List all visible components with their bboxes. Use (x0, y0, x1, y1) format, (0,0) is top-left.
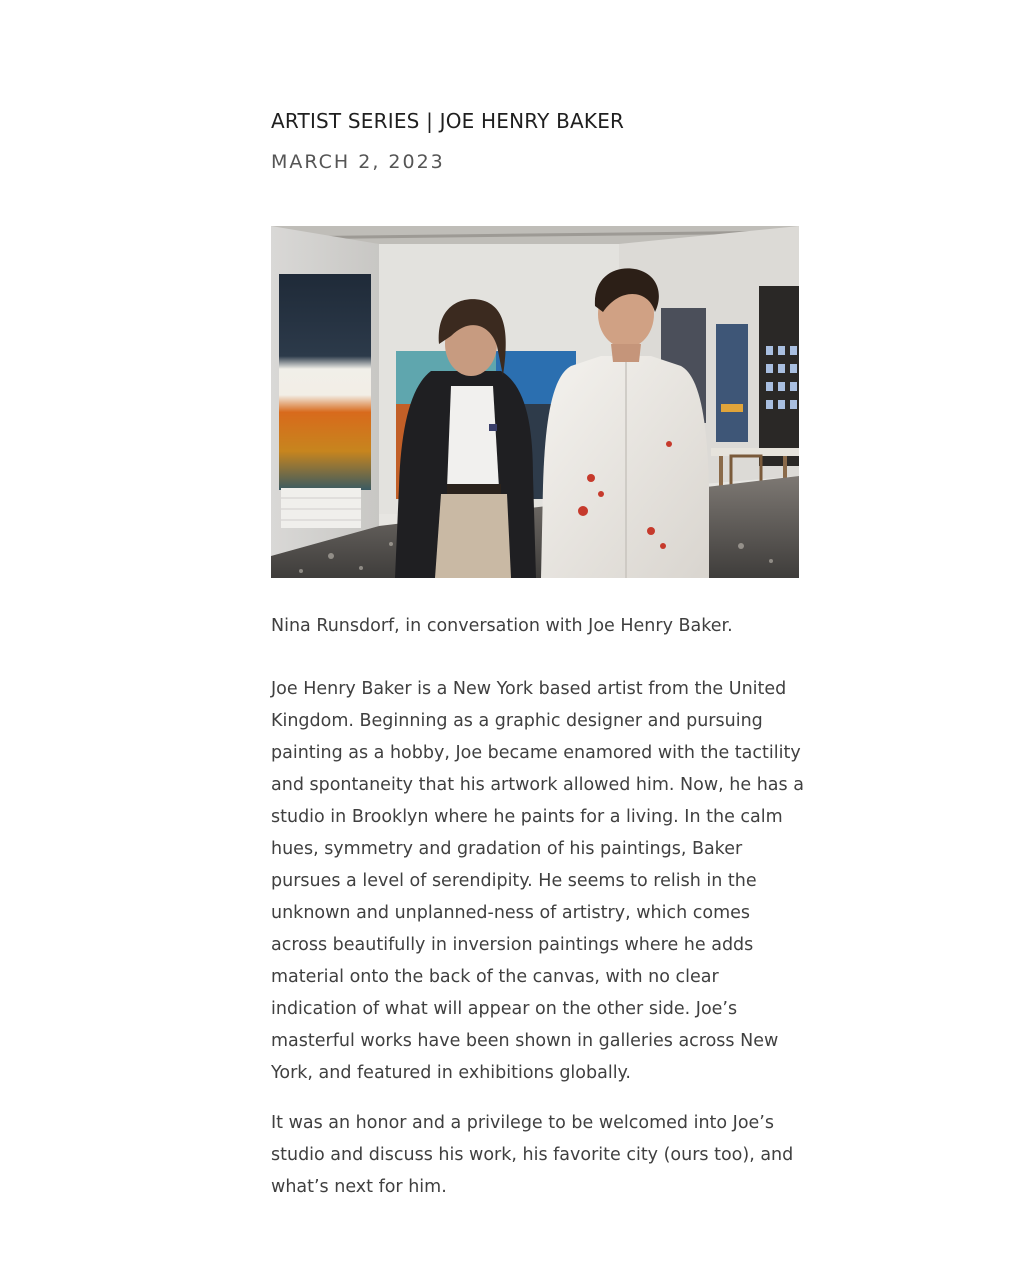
paragraph-line: studio in Brooklyn where he paints for a living. In the calm (271, 807, 783, 827)
paragraph-line: across beautifully in inversion paintings where he adds (271, 935, 754, 955)
paragraph-line: masterful works have been shown in galleries across New (271, 1031, 779, 1051)
paragraph-line: studio and discuss his work, his favorite city (ours too), and (271, 1145, 794, 1165)
paragraph-line: indication of what will appear on the other side. Joe’s (271, 999, 738, 1019)
paragraph-line: Kingdom. Beginning as a graphic designer and pursuing (271, 711, 763, 731)
paragraph-line: Joe Henry Baker is a New York based artist from the United (271, 679, 787, 699)
paragraph-line: unknown and unplanned-ness of artistry, which comes (271, 903, 751, 923)
paragraph-line: what’s next for him. (271, 1177, 447, 1197)
intro-paragraph (271, 673, 806, 1089)
closing-paragraph (271, 1107, 806, 1203)
photo-caption: Nina Runsdorf, in conversation with Joe Henry Baker. (271, 616, 733, 636)
article-title: ARTIST SERIES | JOE HENRY BAKER (271, 109, 625, 133)
paragraph-line: painting as a hobby, Joe became enamored with the tactility (271, 743, 801, 763)
paragraph-line: York, and featured in exhibitions globally. (271, 1063, 631, 1083)
article-photo (271, 226, 799, 578)
article-date: MARCH 2, 2023 (271, 151, 445, 173)
paragraph-line: material onto the back of the canvas, with no clear (271, 967, 719, 987)
paragraph-line: hues, symmetry and gradation of his paintings, Baker (271, 839, 743, 859)
paragraph-line: and spontaneity that his artwork allowed him. Now, he has a (271, 775, 804, 795)
paragraph-line: pursues a level of serendipity. He seems to relish in the (271, 871, 757, 891)
paragraph-line: It was an honor and a privilege to be welcomed into Joe’s (271, 1113, 774, 1133)
